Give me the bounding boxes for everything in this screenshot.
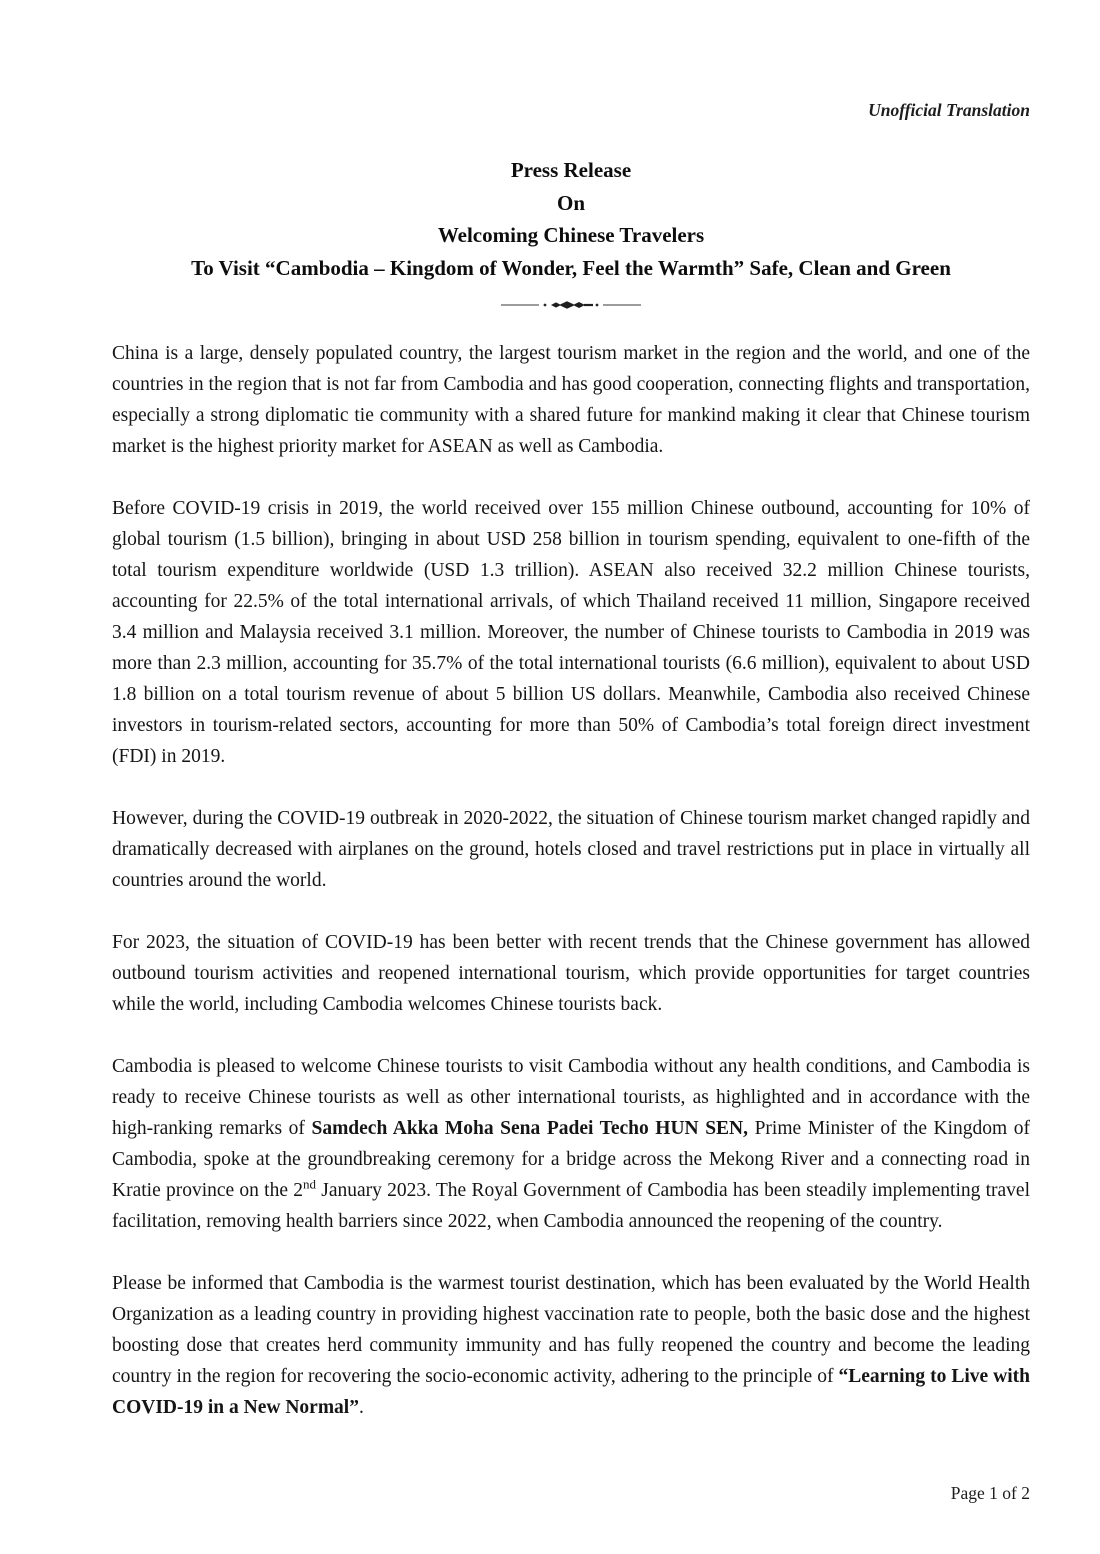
- paragraph-china-market: [112, 338, 1030, 462]
- paragraph-pre-covid-statistics: [112, 493, 1030, 772]
- paragraph-text: However, during the COVID-19 outbreak in 2020-2022, the situation of Chinese tourism market changed rapidly and dramatically decreased with airplanes on the ground, hotels closed and travel restrictions put in place in virtually all countries around the world.: [112, 808, 1030, 891]
- title-line-4: To Visit “Cambodia – Kingdom of Wonder, Feel the Warmth” Safe, Clean and Green: [191, 255, 951, 280]
- bold-new-normal-quote: “Learning to Live with COVID-19 in a New Normal”: [112, 1366, 1030, 1418]
- paragraph-text: Please be informed that Cambodia is the warmest tourist destination, which has been evaluated by the World Health Organization as a leading country in providing highest vaccination rate to people, both the basic dose and the highest boosting dose that creates herd community immunity and has fully reopened the country and become the leading country in the region for recovering the socio-economic activity, adhering to the principle of: [112, 1273, 1030, 1387]
- title-line-2: On: [556, 190, 585, 215]
- title-line-1: Press Release: [510, 158, 632, 182]
- calligraphic-divider-icon: [501, 298, 641, 312]
- paragraph-welcome-remarks: [112, 1051, 1030, 1237]
- paragraph-text: Cambodia is pleased to welcome Chinese tourists to visit Cambodia without any health conditions, and Cambodia is ready to receive Chinese tourists as well as other international tourists, as highlighted and in accordance with the high-ranking remarks of: [112, 1056, 1030, 1139]
- paragraph-text: January 2023. The Royal Government of Cambodia has been steadily implementing travel facilitation, removing health barriers since 2022, when Cambodia announced the reopening of the country.: [112, 1180, 1031, 1232]
- ordinal-superscript: nd: [303, 1176, 316, 1192]
- unofficial-translation-note: Unofficial Translation: [868, 100, 1030, 120]
- page-number: Page 1 of 2: [950, 1483, 1030, 1503]
- paragraph-text: .: [358, 1397, 364, 1418]
- paragraph-text: Before COVID-19 crisis in 2019, the world received over 155 million Chinese outbound, accounting for 10% of global tourism (1.5 billion), bringing in about USD 258 billion in tourism spending, equivalent to one-fifth of the total tourism expenditure worldwide (USD 1.3 trillion). ASEAN also received 32.2 million Chinese tourists, accounting for 22.5% of the total international arrivals, of which Thailand received 11 million, Singapore received 3.4 million and Malaysia received 3.1 million. Moreover, the number of Chinese tourists to Cambodia in 2019 was more than 2.3 million, accounting for 35.7% of the total international tourists (6.6 million), equivalent to about USD 1.8 billion on a total tourism revenue of about 5 billion US dollars. Meanwhile, Cambodia also received Chinese investors in tourism-related sectors, accounting for more than 50% of Cambodia’s total foreign direct investment (FDI) in 2019.: [112, 498, 1030, 767]
- paragraph-covid-outbreak: [112, 803, 1030, 896]
- document-body: [112, 338, 1030, 1423]
- paragraph-text: China is a large, densely populated country, the largest tourism market in the region and the world, and one of the countries in the region that is not far from Cambodia and has good cooperation, connecting flights and transportation, especially a strong diplomatic tie community with a shared future for mankind making it clear that Chinese tourism market is the highest priority market for ASEAN as well as Cambodia.: [112, 343, 1030, 457]
- title-line-3: Welcoming Chinese Travelers: [437, 223, 705, 247]
- bold-name-hun-sen: Samdech Akka Moha Sena Padei Techo HUN SEN,: [311, 1118, 749, 1139]
- paragraph-2023-situation: [112, 927, 1030, 1020]
- paragraph-warmest-destination: [112, 1268, 1030, 1423]
- title-block: [112, 154, 1030, 284]
- paragraph-text: For 2023, the situation of COVID-19 has been better with recent trends that the Chinese government has allowed outbound tourism activities and reopened international tourism, which provide opportunities for target countries while the world, including Cambodia welcomes Chinese tourists back.: [112, 932, 1030, 1015]
- paragraph-text: Prime Minister of the Kingdom of Cambodia, spoke at the groundbreaking ceremony for a bridge across the Mekong River and a connecting road in Kratie province on the 2: [112, 1118, 1031, 1201]
- divider-row: [112, 297, 1030, 313]
